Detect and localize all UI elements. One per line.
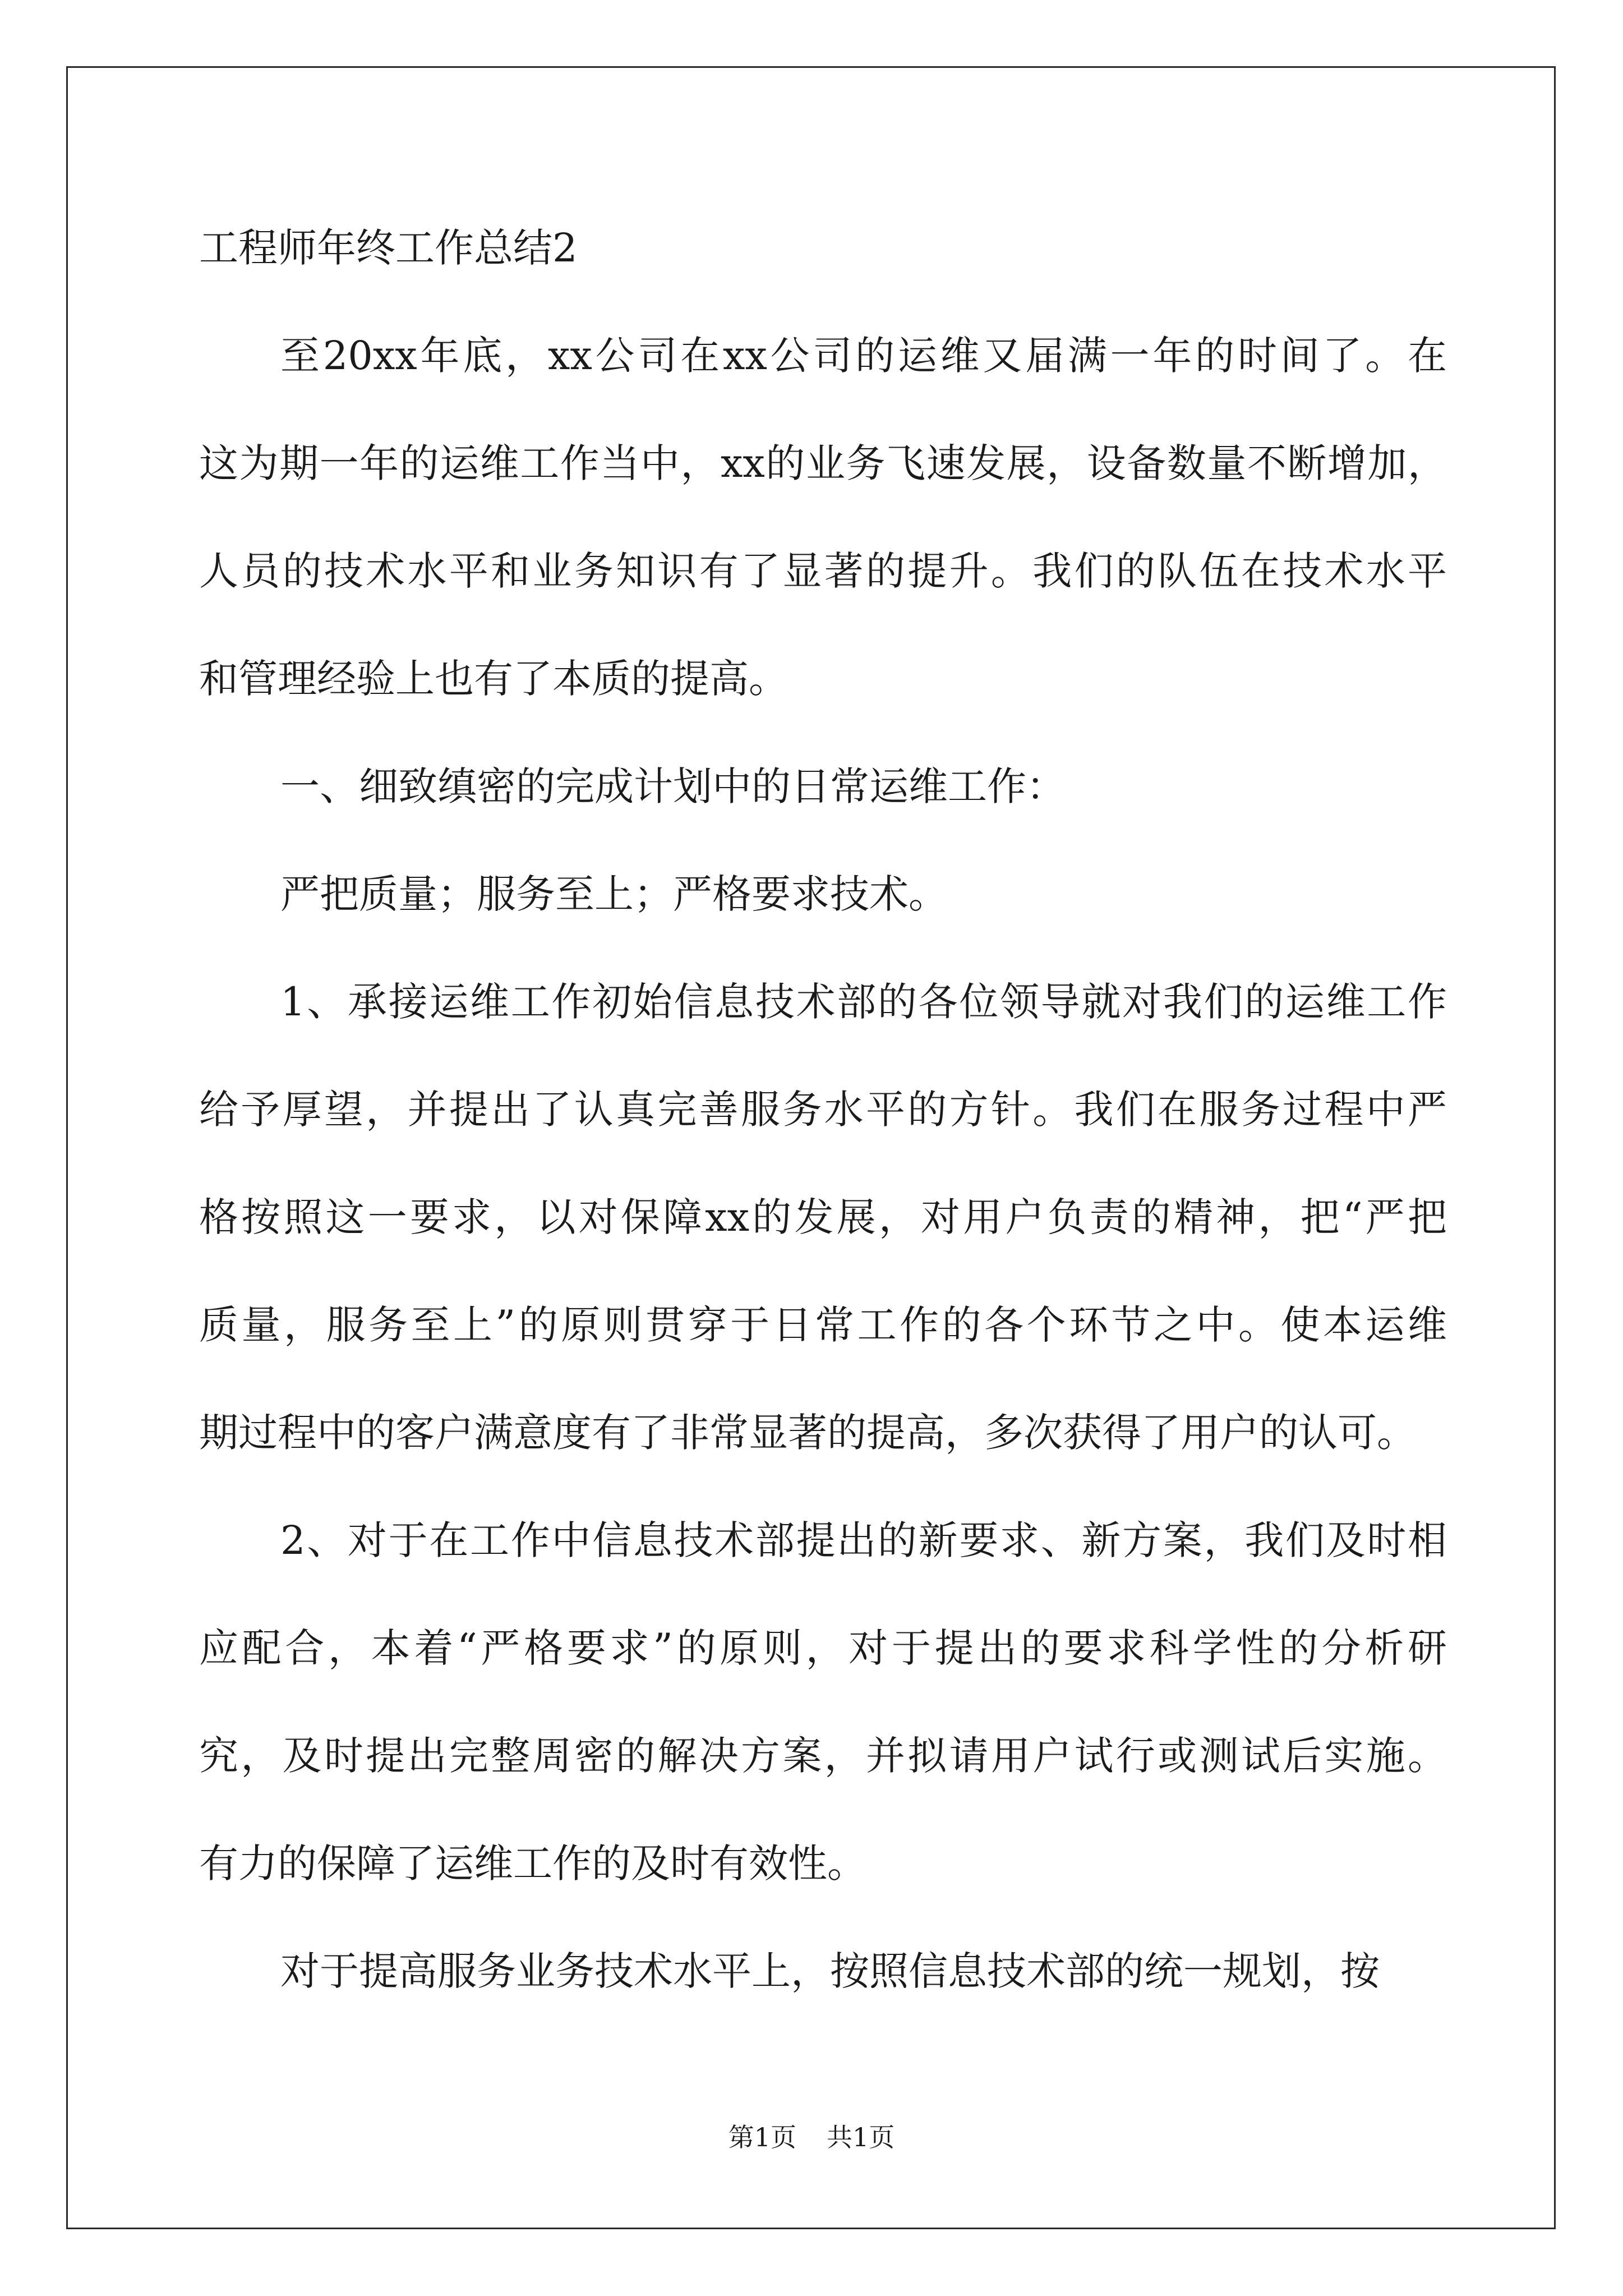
text-line-content: 2、对于在工作中信息技术部提出的新要求、新方案，我们及时相 xyxy=(280,1517,1447,1563)
text-line xyxy=(199,1512,1447,1620)
text-line xyxy=(199,1835,1447,1943)
text-line xyxy=(199,1943,1447,2051)
text-line xyxy=(199,974,1447,1082)
text-line-content: 应配合，本着“严格要求”的原则，对于提出的要求科学性的分析研 xyxy=(199,1625,1447,1671)
text-line xyxy=(199,543,1447,651)
text-line xyxy=(199,1620,1447,1728)
text-line xyxy=(199,435,1447,543)
paragraph-lines xyxy=(199,328,1447,2051)
text-line xyxy=(199,1405,1447,1512)
text-line-content: 期过程中的客户满意度有了非常显著的提高，多次获得了用户的认可。 xyxy=(199,1410,1416,1456)
text-line-content: 有力的保障了运维工作的及时有效性。 xyxy=(199,1841,866,1887)
text-line-content: 严把质量；服务至上；严格要求技术。 xyxy=(280,871,948,917)
text-line-content: 一、细致缜密的完成计划中的日常运维工作： xyxy=(280,763,1066,809)
page-number: 第1页 xyxy=(728,2122,796,2152)
text-line-content: 和管理经验上也有了本质的提高。 xyxy=(199,656,788,702)
document-title: 工程师年终工作总结2 xyxy=(199,225,578,271)
text-line xyxy=(199,1297,1447,1405)
page-footer xyxy=(0,2120,1623,2154)
text-line xyxy=(199,1082,1447,1189)
text-line-content: 究，及时提出完整周密的解决方案，并拟请用户试行或测试后实施。 xyxy=(199,1733,1447,1779)
text-line-content: 1、承接运维工作初始信息技术部的各位领导就对我们的运维工作 xyxy=(280,979,1447,1025)
text-line-content: 人员的技术水平和业务知识有了显著的提升。我们的队伍在技术水平 xyxy=(199,548,1447,594)
document-body xyxy=(199,220,1447,2051)
text-line-content: 至20xx年底，xx公司在xx公司的运维又届满一年的时间了。在 xyxy=(280,333,1447,379)
text-line-content: 对于提高服务业务技术水平上，按照信息技术部的统一规划，按 xyxy=(280,1948,1380,1994)
text-line xyxy=(199,1189,1447,1297)
text-line xyxy=(199,328,1447,435)
text-line-content: 格按照这一要求，以对保障xx的发展，对用户负责的精神，把“严把 xyxy=(199,1194,1447,1240)
text-line-content: 这为期一年的运维工作当中，xx的业务飞速发展，设备数量不断增加， xyxy=(199,440,1447,486)
text-line-content: 质量，服务至上”的原则贯穿于日常工作的各个环节之中。使本运维 xyxy=(199,1302,1447,1348)
text-line xyxy=(199,1728,1447,1835)
text-line-content: 给予厚望，并提出了认真完善服务水平的方针。我们在服务过程中严 xyxy=(199,1087,1447,1133)
page-total: 共1页 xyxy=(827,2122,895,2152)
text-line xyxy=(199,866,1447,974)
text-line xyxy=(199,758,1447,866)
text-line xyxy=(199,651,1447,758)
